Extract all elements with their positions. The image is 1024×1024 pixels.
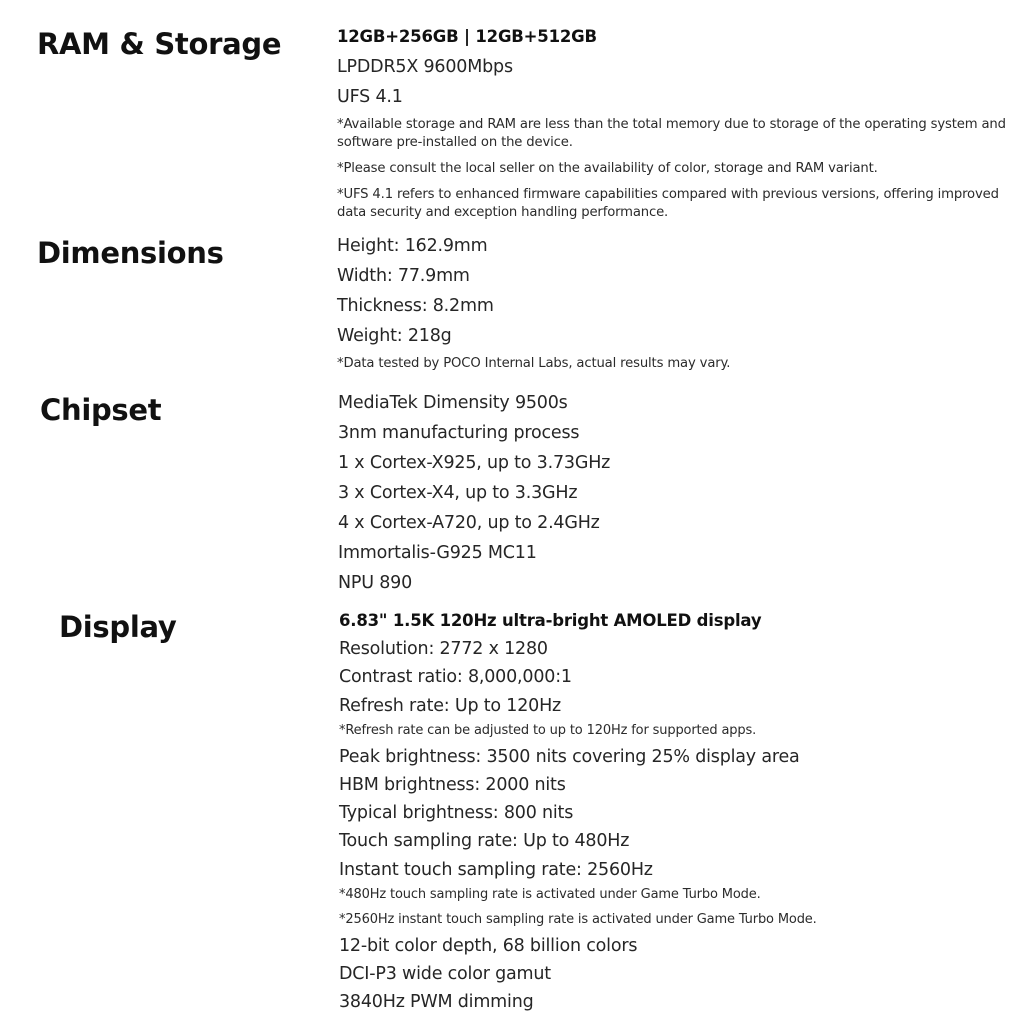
spec-line: Contrast ratio: 8,000,000:1	[339, 667, 572, 688]
footnote: *Available storage and RAM are less than the total memory due to storage of the operating system and software pre-installed on the device.	[337, 117, 1006, 150]
section-title-ram-storage: RAM & Storage	[37, 27, 282, 61]
spec-line: MediaTek Dimensity 9500s	[338, 393, 568, 413]
spec-line: Resolution: 2772 x 1280	[339, 639, 548, 660]
spec-line: 1 x Cortex-X925, up to 3.73GHz	[338, 453, 611, 473]
display-specs	[339, 607, 1019, 1016]
spec-line: Touch sampling rate: Up to 480Hz	[339, 831, 630, 852]
spec-line: Typical brightness: 800 nits	[339, 803, 574, 824]
spec-line: 3nm manufacturing process	[338, 423, 580, 443]
spec-line: Height: 162.9mm	[337, 236, 488, 256]
spec-line: LPDDR5X 9600Mbps	[337, 57, 513, 77]
ram-storage-specs	[337, 22, 1017, 222]
spec-line: UFS 4.1	[337, 87, 403, 107]
spec-line: Refresh rate: Up to 120Hz	[339, 695, 562, 716]
footnote: *Data tested by POCO Internal Labs, actual results may vary.	[337, 356, 731, 371]
footnote: *2560Hz instant touch sampling rate is activated under Game Turbo Mode.	[339, 911, 817, 927]
footnote: *Refresh rate can be adjusted to up to 120Hz for supported apps.	[339, 722, 757, 738]
section-title-dimensions: Dimensions	[37, 236, 224, 270]
spec-line: HBM brightness: 2000 nits	[339, 775, 566, 796]
spec-line: NPU 890	[338, 573, 413, 593]
spec-line: Instant touch sampling rate: 2560Hz	[339, 859, 653, 880]
spec-line: Weight: 218g	[337, 326, 452, 346]
spec-line: 4 x Cortex-A720, up to 2.4GHz	[338, 513, 600, 533]
display-headline: 6.83" 1.5K 120Hz ultra-bright AMOLED display	[339, 611, 762, 630]
spec-line: Immortalis-G925 MC11	[338, 543, 537, 563]
spec-line: Thickness: 8.2mm	[337, 296, 494, 316]
spec-line: Width: 77.9mm	[337, 266, 470, 286]
chipset-specs	[338, 388, 1018, 598]
dimensions-specs	[337, 231, 1017, 373]
spec-line: 12-bit color depth, 68 billion colors	[339, 935, 638, 956]
section-title-chipset: Chipset	[40, 393, 162, 427]
spec-line: Peak brightness: 3500 nits covering 25% display area	[339, 746, 800, 767]
footnote: *Please consult the local seller on the availability of color, storage and RAM variant.	[337, 161, 878, 176]
section-title-display: Display	[59, 610, 177, 644]
spec-line: DCI-P3 wide color gamut	[339, 964, 551, 985]
spec-line: 3 x Cortex-X4, up to 3.3GHz	[338, 483, 578, 503]
footnote: *480Hz touch sampling rate is activated under Game Turbo Mode.	[339, 886, 761, 902]
spec-line: 3840Hz PWM dimming	[339, 992, 534, 1013]
footnote: *UFS 4.1 refers to enhanced firmware capabilities compared with previous versions, offering improved data security and exception handling performance.	[337, 187, 999, 220]
spec-line: 12GB+256GB | 12GB+512GB	[337, 27, 597, 46]
